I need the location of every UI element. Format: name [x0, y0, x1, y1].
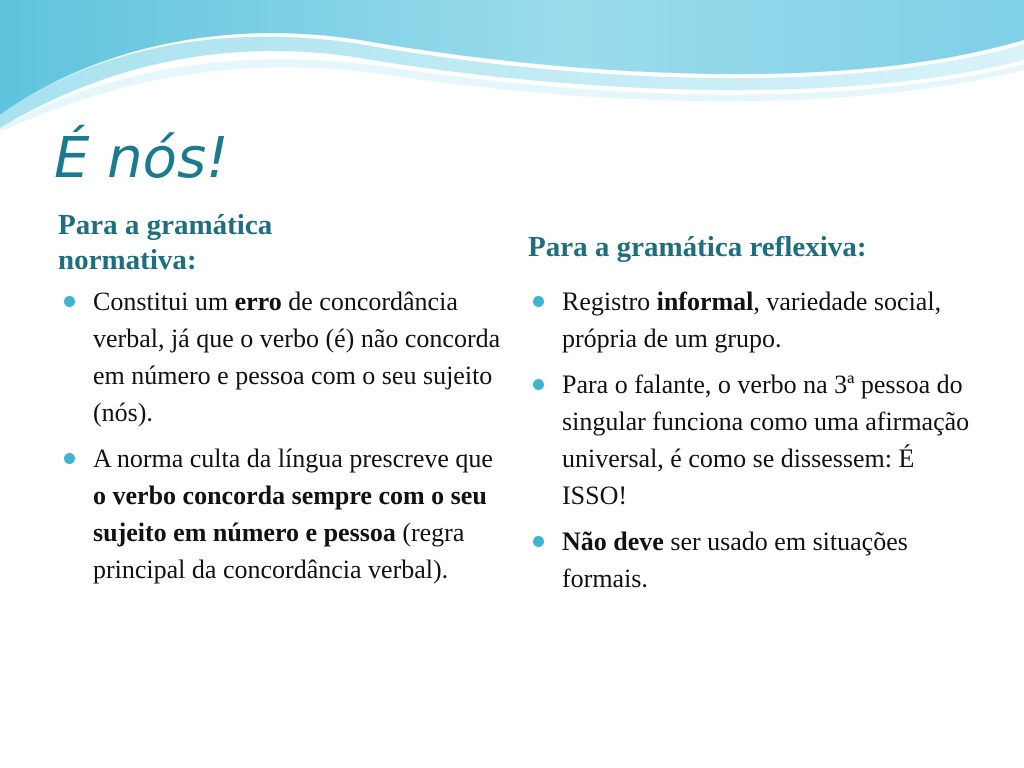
list-item: [62, 283, 502, 431]
bullet-text: Registro: [562, 287, 657, 316]
bullet-dot-icon: [64, 296, 75, 307]
list-item: [62, 440, 502, 588]
list-item: [531, 283, 971, 357]
bullet-dot-icon: [533, 296, 544, 307]
bullet-bold-text: Não deve: [562, 527, 664, 556]
bullet-dot-icon: [533, 379, 544, 390]
slide-title: É nós!: [54, 126, 229, 191]
bullet-text: , variedade social, própria de um grupo.: [562, 287, 942, 353]
bullet-text: A norma culta da língua prescreve que: [93, 444, 493, 473]
bullet-dot-icon: [533, 536, 544, 547]
bullet-bold-text: erro: [234, 287, 282, 316]
bullet-text: Para o falante, o verbo na 3ª pessoa do singular funciona como uma afirmação universal, é como se dissessem: É ISSO!: [562, 370, 970, 510]
bullet-text: ser usado em situações formais.: [562, 527, 908, 593]
right-bullet-list: [531, 283, 971, 606]
bullet-bold-text: informal: [656, 287, 754, 316]
bullet-dot-icon: [64, 453, 75, 464]
bullet-bold-text: o verbo concorda sempre com o seu sujeito em número e pessoa: [93, 481, 487, 547]
decorative-wave-header: [0, 0, 1024, 130]
right-column-heading: Para a gramática reflexiva:: [528, 231, 867, 263]
bullet-text: de concordância verbal, já que o verbo (é) não concorda em número e pessoa com o seu sujeito (nós).: [93, 287, 501, 427]
left-bullet-list: [62, 283, 502, 597]
bullet-text: (regra principal da concordância verbal).: [93, 518, 465, 584]
left-column-heading: Para a gramática normativa:: [58, 209, 273, 276]
bullet-text: Constitui um: [93, 287, 235, 316]
list-item: [531, 366, 971, 514]
list-item: [531, 523, 971, 597]
